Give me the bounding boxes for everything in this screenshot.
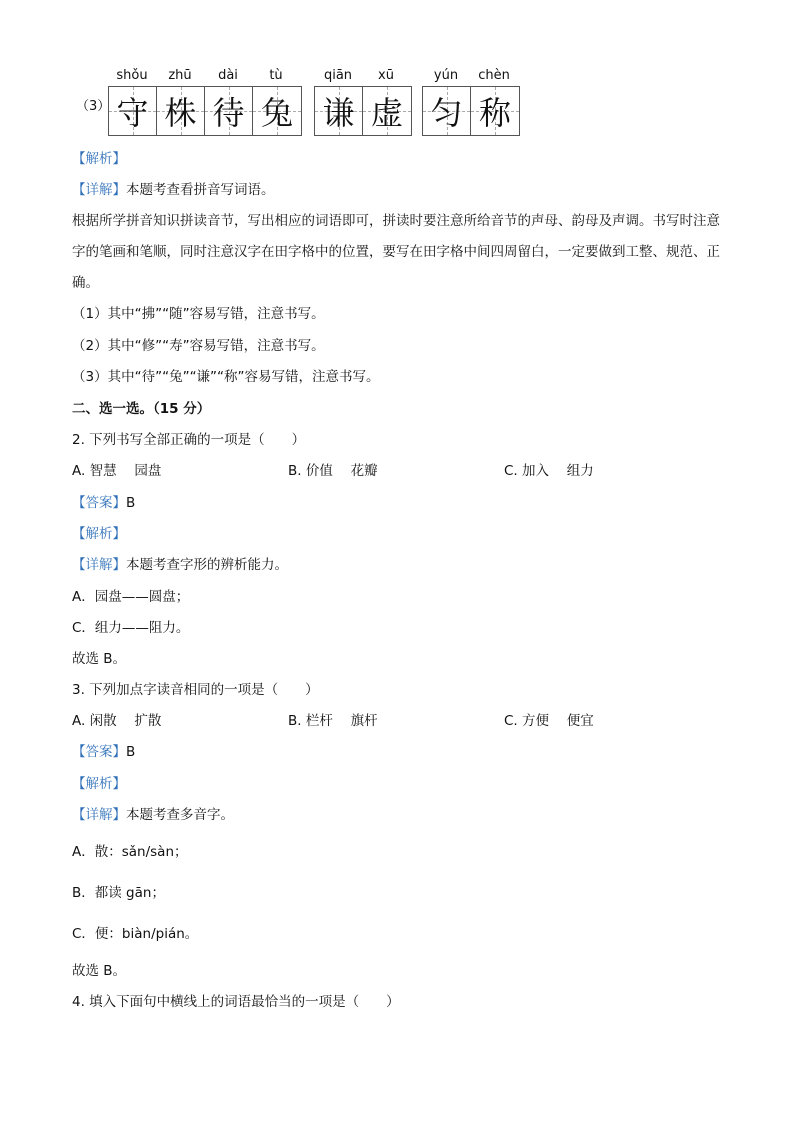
pinyin: chèn xyxy=(478,68,510,83)
answer-line xyxy=(72,743,135,761)
detail-tag: 【详解】 xyxy=(72,182,126,198)
answer-line xyxy=(72,494,135,512)
tianzige-cell: 谦 xyxy=(315,87,363,135)
detail-line xyxy=(72,806,234,824)
answer-value: B xyxy=(126,744,136,760)
pinyin: shǒu xyxy=(116,68,148,83)
tianzige-cell: 称 xyxy=(471,87,519,135)
question-stem: 4. 填入下面句中横线上的词语最恰当的一项是（ ） xyxy=(72,994,400,1010)
tianzige-cell: 守 xyxy=(109,87,157,135)
detail-line xyxy=(72,556,288,574)
conclusion-line: 故选 B。 xyxy=(72,963,127,979)
note-line: （3）其中“待”“兔”“谦”“称”容易写错，注意书写。 xyxy=(72,369,380,385)
note-line: （2）其中“修”“寿”容易写错，注意书写。 xyxy=(72,338,325,354)
explanation-line: B．都读 gān； xyxy=(72,885,165,901)
detail-text: 本题考查多音字。 xyxy=(126,807,234,823)
tianzige-cell: 待 xyxy=(205,87,253,135)
detail-line xyxy=(72,181,275,199)
note-line: （1）其中“拂”“随”容易写错，注意书写。 xyxy=(72,306,325,322)
explanation-line: A．散：sǎn/sàn； xyxy=(72,844,188,860)
pinyin: xū xyxy=(378,68,394,83)
sub-question-label: （3） xyxy=(76,99,111,114)
tianzige-group xyxy=(422,86,520,136)
option-b: B. 价值 花瓣 xyxy=(288,463,378,479)
answer-tag: 【答案】 xyxy=(72,744,126,760)
pinyin: tù xyxy=(269,68,283,83)
explanation-line: C．便：biàn/pián。 xyxy=(72,926,199,942)
pinyin: zhū xyxy=(168,68,192,83)
explanation-line: A．园盘——圆盘； xyxy=(72,589,190,605)
tianzige-cell: 匀 xyxy=(423,87,471,135)
explanation-paragraph: 根据所学拼音知识拼读音节，写出相应的词语即可，拼读时要注意所给音节的声母、韵母及声调。书写时注意字的笔画和笔顺，同时注意汉字在田字格中的位置，要写在田字格中间四周留白，一定要做到工整、规范、正确。 xyxy=(72,213,720,291)
option-c: C. 加入 组力 xyxy=(504,463,594,479)
option-c: C. 方便 便宜 xyxy=(504,713,594,729)
detail-text: 本题考查看拼音写词语。 xyxy=(126,182,275,198)
analysis-tag: 【解析】 xyxy=(72,526,126,542)
analysis-tag: 【解析】 xyxy=(72,151,126,167)
pinyin: qiān xyxy=(323,68,353,83)
detail-tag: 【详解】 xyxy=(72,557,126,573)
explanation-line: C．组力——阻力。 xyxy=(72,620,190,636)
detail-text: 本题考查字形的辨析能力。 xyxy=(126,557,288,573)
answer-tag: 【答案】 xyxy=(72,495,126,511)
conclusion-line: 故选 B。 xyxy=(72,651,127,667)
pinyin: yún xyxy=(433,68,459,83)
tianzige-group xyxy=(108,86,302,136)
tianzige-cell: 株 xyxy=(157,87,205,135)
tianzige-group xyxy=(314,86,412,136)
option-a: A. 闲散 扩散 xyxy=(72,713,162,729)
section-title: 二、选一选。（15 分） xyxy=(72,401,211,417)
analysis-tag: 【解析】 xyxy=(72,776,126,792)
answer-value: B xyxy=(126,495,136,511)
option-b: B. 栏杆 旗杆 xyxy=(288,713,378,729)
option-a: A. 智慧 园盘 xyxy=(72,463,162,479)
tianzige-cell: 虚 xyxy=(363,87,411,135)
question-stem: 3. 下列加点字读音相同的一项是（ ） xyxy=(72,682,319,698)
tianzige-cell: 兔 xyxy=(253,87,301,135)
question-stem: 2. 下列书写全部正确的一项是（ ） xyxy=(72,432,306,448)
detail-tag: 【详解】 xyxy=(72,807,126,823)
pinyin: dài xyxy=(218,68,238,83)
